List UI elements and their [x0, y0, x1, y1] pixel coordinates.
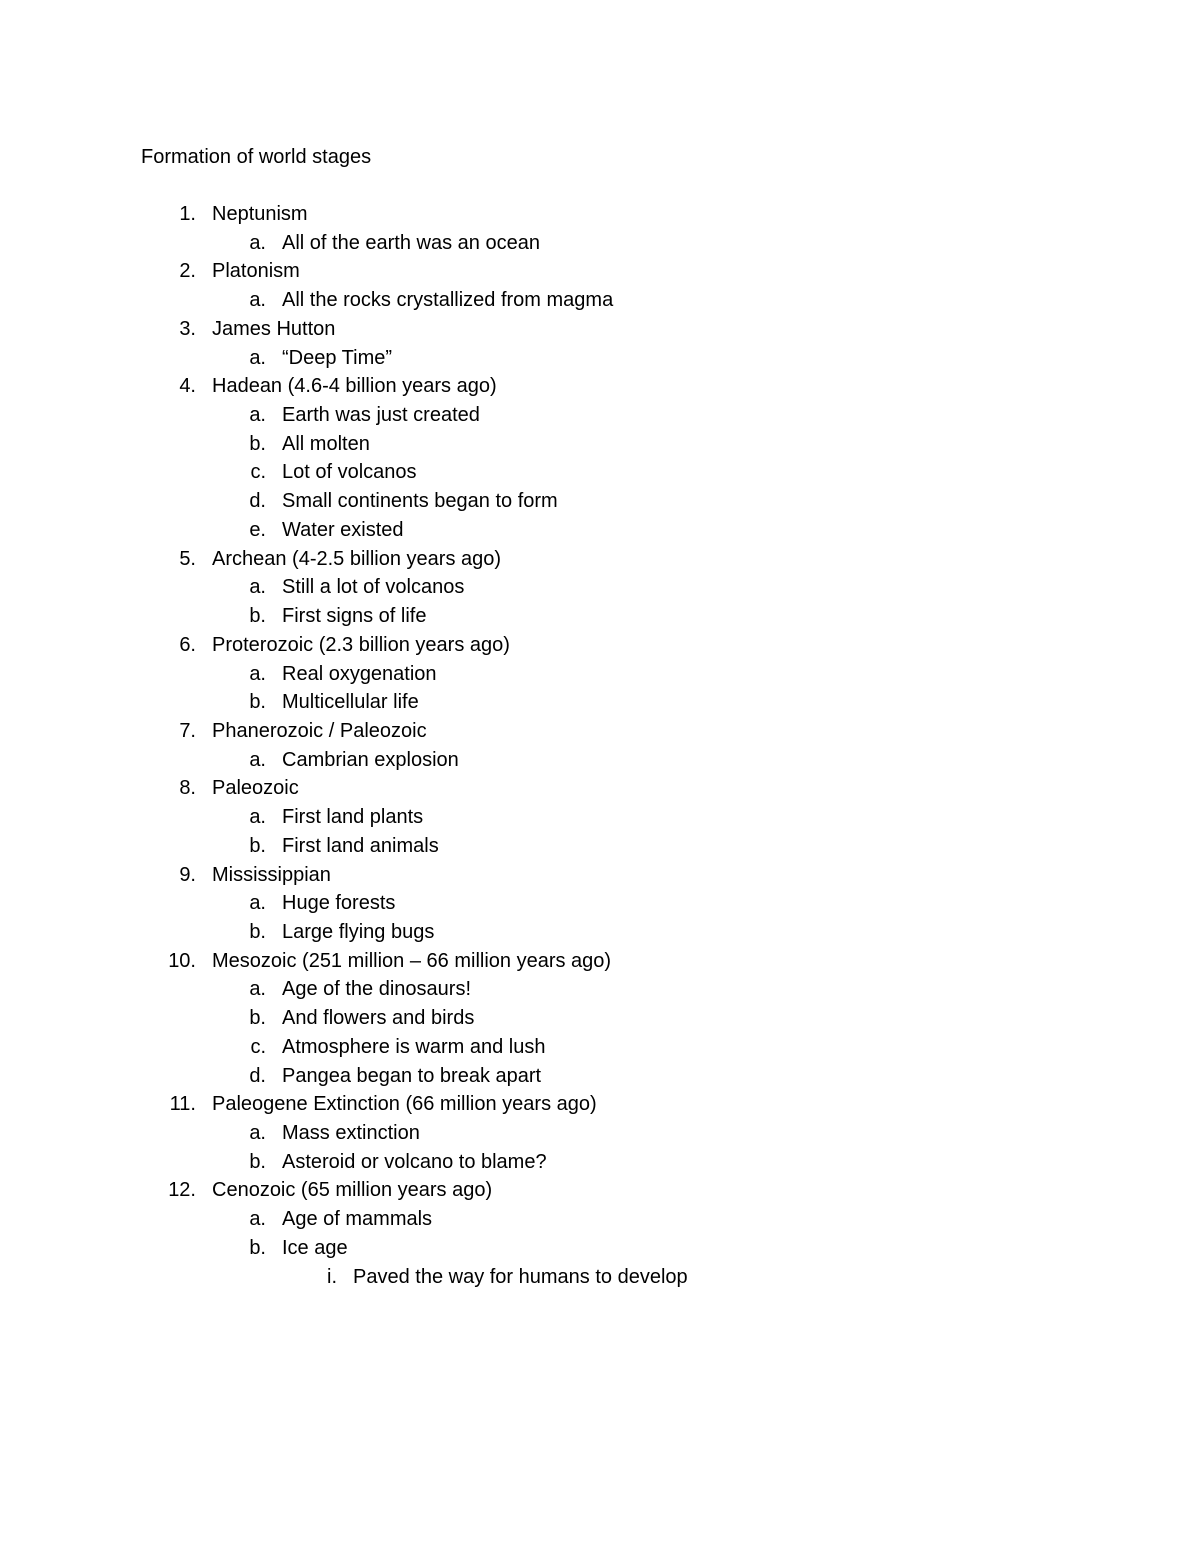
list-item-text: Age of the dinosaurs! — [282, 978, 472, 1001]
list-marker: 11. — [169, 1093, 196, 1116]
sub-list-item — [0, 401, 1200, 430]
sub-list-item — [0, 1234, 1200, 1263]
list-marker: a. — [249, 1208, 266, 1231]
list-marker: 10. — [168, 949, 196, 972]
sub-list-item — [0, 286, 1200, 315]
list-item — [0, 315, 1200, 344]
list-item-text: Mississippian — [212, 863, 331, 886]
list-item-text: First signs of life — [282, 605, 427, 628]
list-item-text: Still a lot of volcanos — [282, 576, 465, 599]
sub-list-item — [0, 746, 1200, 775]
list-marker: a. — [249, 806, 266, 829]
list-marker: a. — [249, 576, 266, 599]
list-marker: d. — [249, 490, 266, 513]
sub-list-item — [0, 1004, 1200, 1033]
list-marker: 12. — [168, 1179, 196, 1202]
sub-list-item — [0, 602, 1200, 631]
list-item-text: Phanerozoic / Paleozoic — [212, 719, 427, 742]
list-item-text: Ice age — [282, 1236, 348, 1259]
list-item-text: First land animals — [282, 834, 439, 857]
list-item-text: Paved the way for humans to develop — [353, 1265, 688, 1288]
list-item — [0, 947, 1200, 976]
list-marker: a. — [249, 231, 266, 254]
list-item-text: “Deep Time” — [282, 346, 393, 369]
list-item-text: Archean (4-2.5 billion years ago) — [212, 547, 502, 570]
list-item-text: Real oxygenation — [282, 662, 437, 685]
sub-list-item — [0, 660, 1200, 689]
sub-list-item — [0, 344, 1200, 373]
sub-list-item — [0, 1062, 1200, 1091]
list-item — [0, 1176, 1200, 1205]
list-item — [0, 631, 1200, 660]
list-marker: 8. — [179, 777, 196, 800]
list-marker: a. — [249, 346, 266, 369]
list-item-text: Earth was just created — [282, 404, 480, 427]
list-marker: c. — [250, 1035, 266, 1058]
list-item-text: Atmosphere is warm and lush — [282, 1035, 546, 1058]
document-title: Formation of world stages — [141, 146, 372, 168]
list-marker: a. — [249, 748, 266, 771]
list-item-text: Hadean (4.6-4 billion years ago) — [212, 375, 497, 398]
list-item-text: Paleogene Extinction (66 million years ago) — [212, 1093, 597, 1116]
list-marker: i. — [327, 1265, 337, 1288]
list-item — [0, 717, 1200, 746]
sub-list-item — [0, 430, 1200, 459]
sub-list-item — [0, 573, 1200, 602]
list-item-text: Cambrian explosion — [282, 748, 459, 771]
list-item-text: Pangea began to break apart — [282, 1064, 542, 1087]
list-marker: a. — [249, 289, 266, 312]
list-marker: 2. — [179, 260, 196, 283]
list-item-text: Platonism — [212, 260, 300, 283]
list-marker: b. — [249, 834, 266, 857]
outline-list — [0, 200, 1200, 1291]
sub-list-item — [0, 1033, 1200, 1062]
list-item — [0, 861, 1200, 890]
sub-list-item — [0, 688, 1200, 717]
list-item — [0, 774, 1200, 803]
list-marker: b. — [249, 691, 266, 714]
sub-sub-list-item — [0, 1263, 1200, 1292]
list-marker: a. — [249, 978, 266, 1001]
list-marker: a. — [249, 892, 266, 915]
sub-list-item — [0, 229, 1200, 258]
list-item-text: Huge forests — [282, 892, 396, 915]
list-item-text: Neptunism — [212, 203, 308, 225]
sub-list-item — [0, 1148, 1200, 1177]
list-marker: b. — [249, 1236, 266, 1259]
list-marker: b. — [249, 1007, 266, 1030]
list-item-text: Cenozoic (65 million years ago) — [212, 1179, 493, 1202]
list-item-text: Multicellular life — [282, 691, 419, 714]
list-item-text: All the rocks crystallized from magma — [282, 289, 614, 312]
list-marker: a. — [249, 662, 266, 685]
list-marker: c. — [250, 461, 266, 484]
list-item — [0, 1090, 1200, 1119]
list-marker: 3. — [179, 317, 196, 340]
list-marker: b. — [249, 432, 266, 455]
sub-list-item — [0, 975, 1200, 1004]
list-marker: 6. — [179, 633, 196, 656]
list-marker: b. — [249, 920, 266, 943]
list-marker: b. — [249, 1150, 266, 1173]
list-item — [0, 200, 1200, 229]
list-item — [0, 257, 1200, 286]
sub-list-item — [0, 1205, 1200, 1234]
sub-list-item — [0, 918, 1200, 947]
sub-list-item — [0, 458, 1200, 487]
list-item-text: Large flying bugs — [282, 920, 435, 943]
list-item-text: Small continents began to form — [282, 490, 558, 513]
list-item-text: James Hutton — [212, 317, 336, 340]
list-marker: d. — [249, 1064, 266, 1087]
list-item-text: Paleozoic — [212, 777, 299, 800]
list-item-text: Mesozoic (251 million – 66 million years ago) — [212, 949, 612, 972]
list-marker: a. — [249, 1122, 266, 1144]
sub-list-item — [0, 1119, 1200, 1148]
list-marker: a. — [249, 404, 266, 427]
sub-list-item — [0, 487, 1200, 516]
sub-list-item — [0, 803, 1200, 832]
list-item-text: Mass extinction — [282, 1122, 420, 1144]
list-marker: 7. — [179, 719, 196, 742]
list-item-text: Proterozoic (2.3 billion years ago) — [212, 633, 510, 656]
list-marker: 5. — [179, 547, 196, 570]
list-marker: 4. — [179, 375, 196, 398]
list-item-text: And flowers and birds — [282, 1007, 475, 1030]
list-item — [0, 545, 1200, 574]
list-item-text: Lot of volcanos — [282, 461, 417, 484]
list-marker: 1. — [179, 203, 196, 225]
sub-list-item — [0, 516, 1200, 545]
list-item-text: Age of mammals — [282, 1208, 433, 1231]
list-item-text: Water existed — [282, 518, 404, 541]
list-marker: b. — [249, 605, 266, 628]
list-item — [0, 372, 1200, 401]
list-marker: e. — [249, 518, 266, 541]
list-item-text: First land plants — [282, 806, 424, 829]
list-item-text: All of the earth was an ocean — [282, 231, 540, 254]
list-item-text: Asteroid or volcano to blame? — [282, 1150, 547, 1173]
list-item-text: All molten — [282, 432, 370, 455]
sub-list-item — [0, 889, 1200, 918]
list-marker: 9. — [179, 863, 196, 886]
sub-list-item — [0, 832, 1200, 861]
